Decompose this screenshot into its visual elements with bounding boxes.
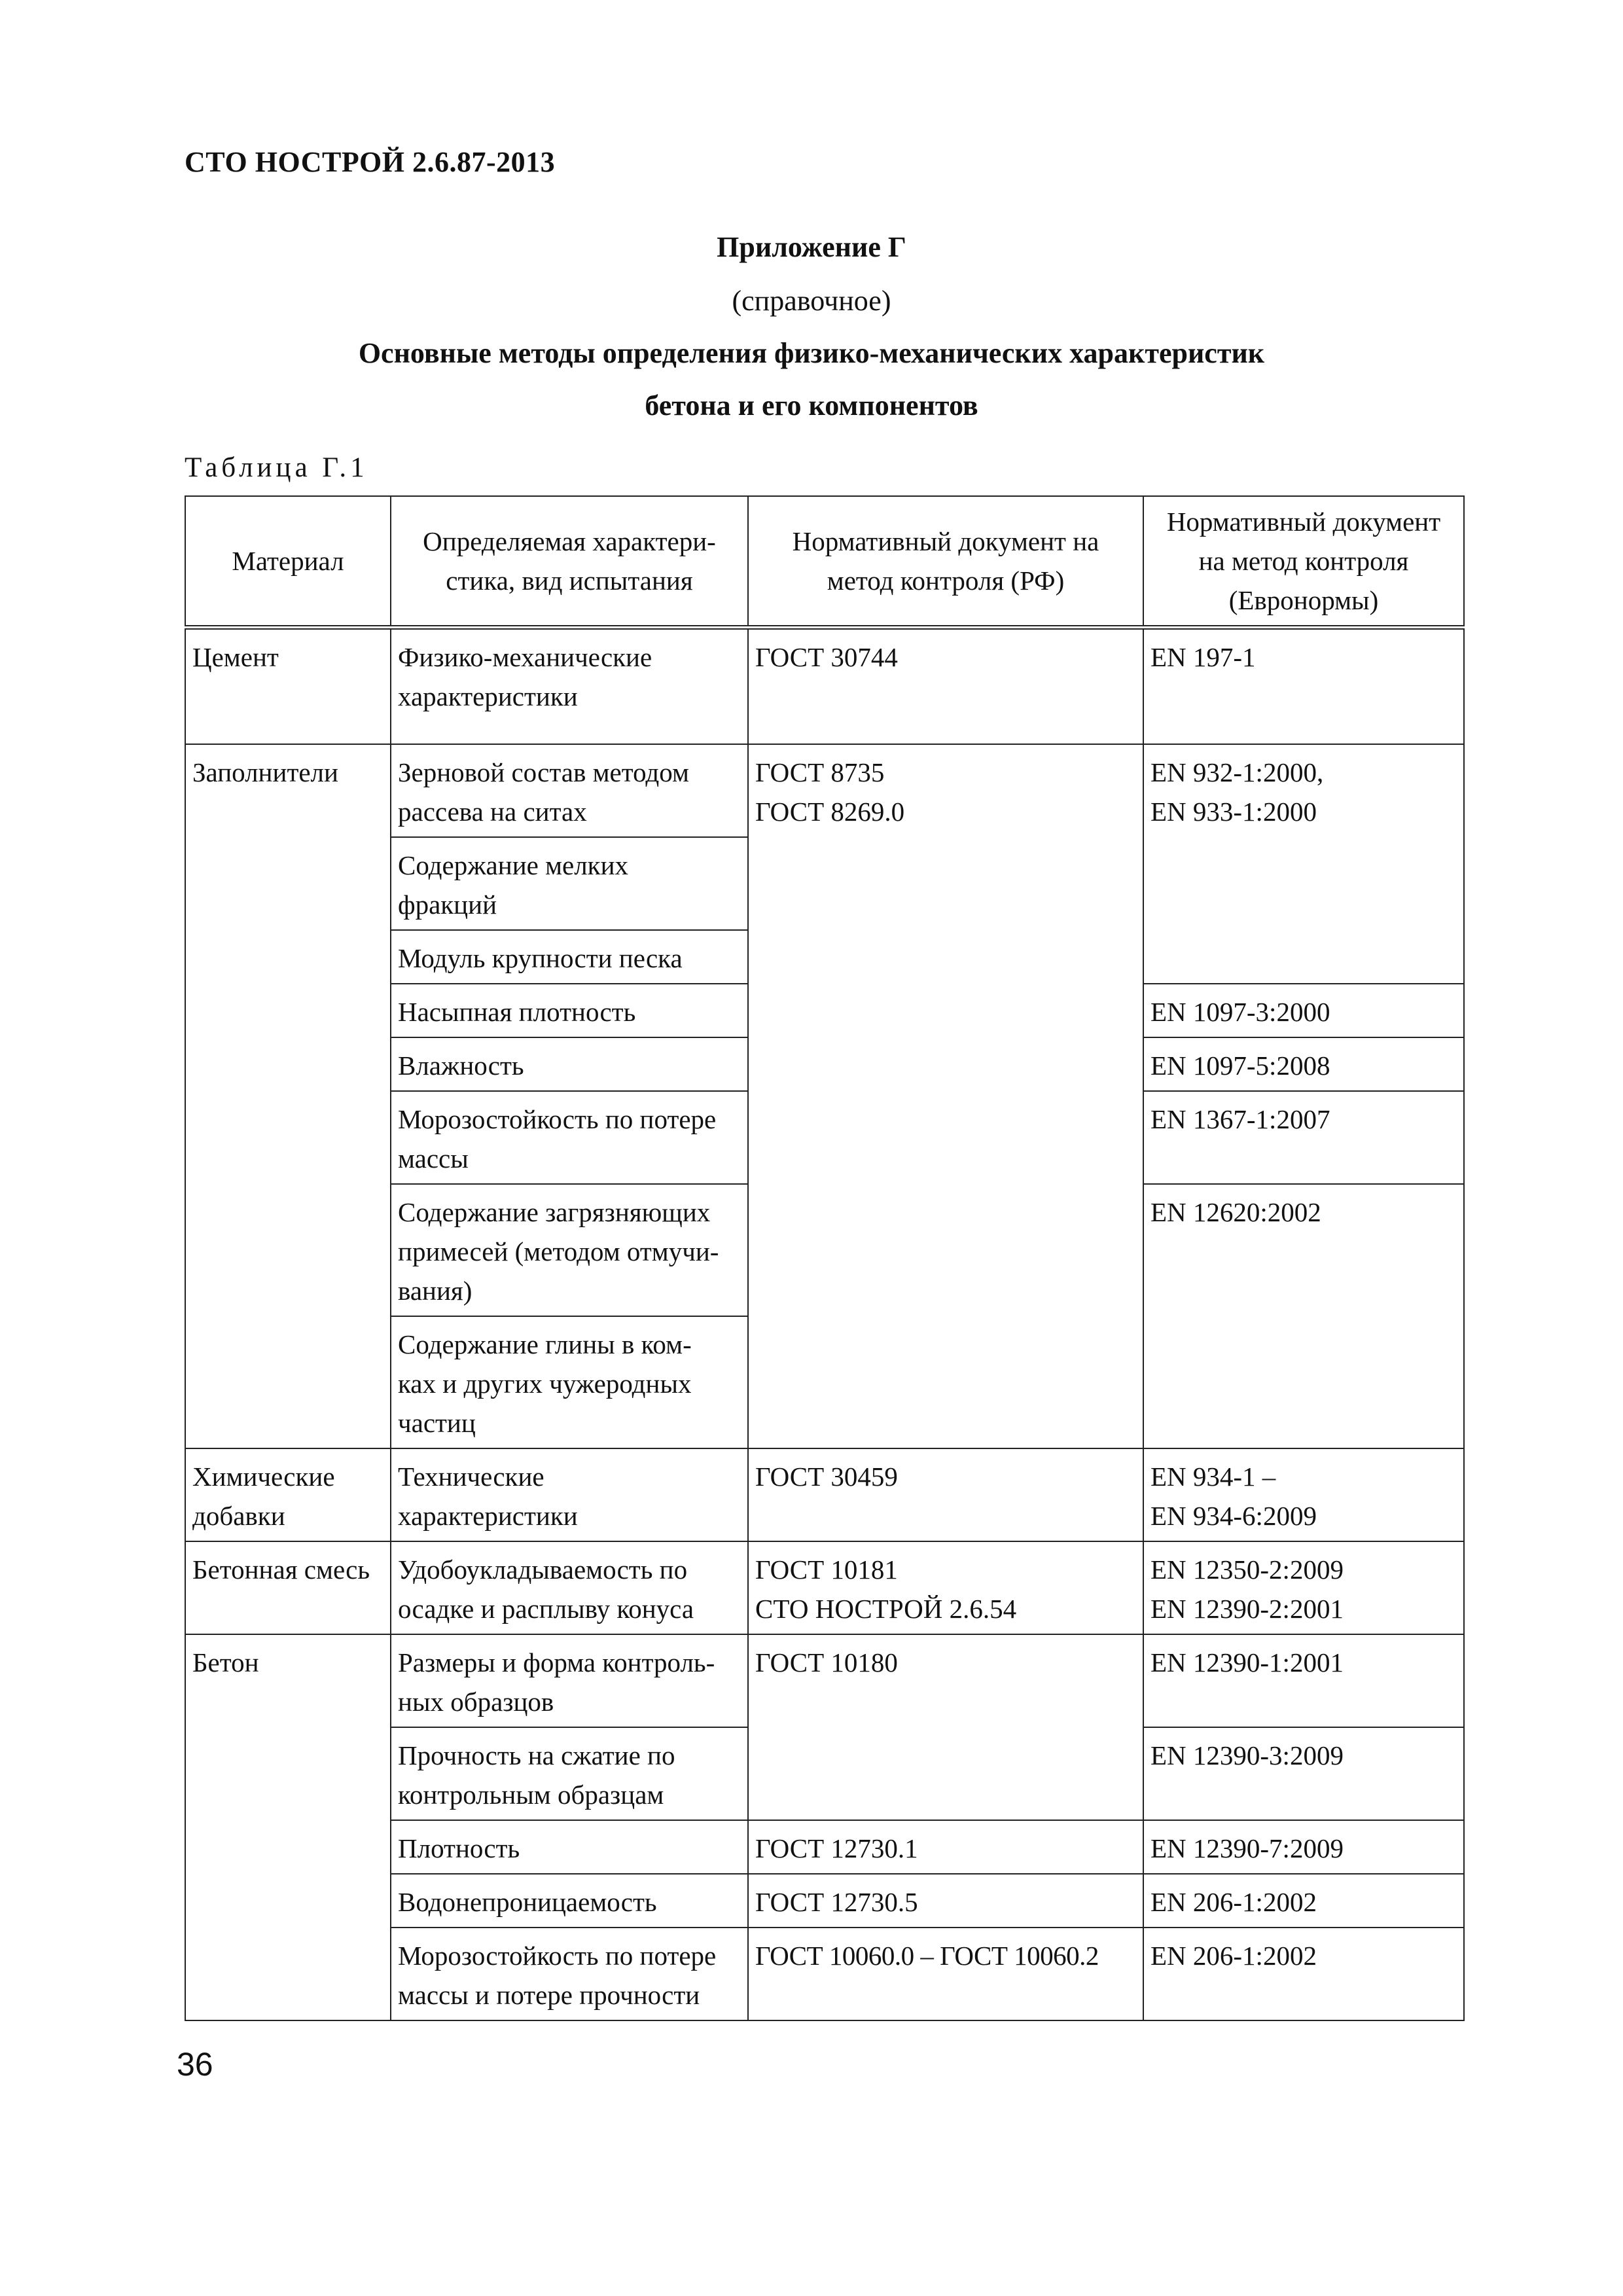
cell-en-document: EN 932-1:2000, EN 933-1:2000 bbox=[1143, 744, 1464, 984]
cell-en-document: EN 934-1 – EN 934-6:2009 bbox=[1143, 1448, 1464, 1541]
appendix-heading-line-2: бетона и его компонентов bbox=[645, 389, 978, 422]
cell-characteristic: Содержание глины в ком- ках и других чужеродных частиц bbox=[391, 1316, 748, 1448]
appendix-kind: (справочное) bbox=[732, 285, 891, 317]
cell-en-document: EN 12390-1:2001 bbox=[1143, 1634, 1464, 1727]
cell-rf-document: ГОСТ 10181 СТО НОСТРОЙ 2.6.54 bbox=[748, 1541, 1143, 1634]
table-row-mix bbox=[185, 1541, 1464, 1634]
cell-characteristic: Размеры и форма контроль- ных образцов bbox=[391, 1634, 748, 1727]
cell-material-cement: Цемент bbox=[185, 628, 391, 744]
table-header-row bbox=[185, 496, 1464, 628]
cell-rf-document: ГОСТ 12730.1 bbox=[748, 1820, 1143, 1874]
cell-material-aggregates: Заполнители bbox=[185, 744, 391, 1448]
cell-characteristic: Модуль крупности песка bbox=[391, 930, 748, 984]
table-row-aggregates-1 bbox=[185, 744, 1464, 837]
header-en-document: Нормативный документ на метод контроля (Евронормы) bbox=[1143, 496, 1464, 628]
cell-characteristic: Содержание загрязняющих примесей (методом отмучи- вания) bbox=[391, 1184, 748, 1316]
document-code: СТО НОСТРОЙ 2.6.87-2013 bbox=[185, 146, 556, 178]
header-material: Материал bbox=[185, 496, 391, 628]
appendix-heading bbox=[0, 335, 1623, 440]
cell-en-document: EN 1097-5:2008 bbox=[1143, 1037, 1464, 1091]
cell-characteristic: Влажность bbox=[391, 1037, 748, 1091]
table-row-cement bbox=[185, 628, 1464, 744]
cell-en-document: EN 1367-1:2007 bbox=[1143, 1091, 1464, 1184]
cell-en-document: EN 206-1:2002 bbox=[1143, 1874, 1464, 1928]
cell-en-document: EN 12390-3:2009 bbox=[1143, 1727, 1464, 1820]
table-caption: Таблица Г.1 bbox=[185, 452, 368, 483]
cell-en-document: EN 206-1:2002 bbox=[1143, 1928, 1464, 2020]
cell-en-document: EN 12620:2002 bbox=[1143, 1184, 1464, 1448]
cell-material-admixtures: Химические добавки bbox=[185, 1448, 391, 1541]
cell-characteristic: Морозостойкость по потере массы bbox=[391, 1091, 748, 1184]
cell-material-concrete: Бетон bbox=[185, 1634, 391, 2020]
table-row-admixtures bbox=[185, 1448, 1464, 1541]
cell-characteristic: Прочность на сжатие по контрольным образцам bbox=[391, 1727, 748, 1820]
cell-rf-document: ГОСТ 10180 bbox=[748, 1634, 1143, 1820]
cell-characteristic: Морозостойкость по потере массы и потере прочности bbox=[391, 1928, 748, 2020]
methods-table bbox=[185, 495, 1465, 2021]
appendix-heading-line-1: Основные методы определения физико-механических характеристик bbox=[358, 337, 1265, 369]
cell-characteristic: Технические характеристики bbox=[391, 1448, 748, 1541]
cell-en-document: EN 1097-3:2000 bbox=[1143, 984, 1464, 1037]
header-characteristic: Определяемая характери- стика, вид испытания bbox=[391, 496, 748, 628]
cell-en-document: EN 12350-2:2009 EN 12390-2:2001 bbox=[1143, 1541, 1464, 1634]
header-rf-document: Нормативный документ на метод контроля (РФ) bbox=[748, 496, 1143, 628]
appendix-title: Приложение Г bbox=[717, 231, 906, 263]
cell-characteristic: Водонепроницаемость bbox=[391, 1874, 748, 1928]
cell-rf-document: ГОСТ 10060.0 – ГОСТ 10060.2 bbox=[748, 1928, 1143, 2020]
cell-en-document: EN 12390-7:2009 bbox=[1143, 1820, 1464, 1874]
cell-characteristic: Насыпная плотность bbox=[391, 984, 748, 1037]
cell-rf-document: ГОСТ 12730.5 bbox=[748, 1874, 1143, 1928]
cell-material-mix: Бетонная смесь bbox=[185, 1541, 391, 1634]
table-row-concrete-1 bbox=[185, 1634, 1464, 1727]
cell-rf-document: ГОСТ 30459 bbox=[748, 1448, 1143, 1541]
cell-characteristic: Плотность bbox=[391, 1820, 748, 1874]
cell-rf-document: ГОСТ 8735 ГОСТ 8269.0 bbox=[748, 744, 1143, 1448]
cell-characteristic: Физико-механические характеристики bbox=[391, 628, 748, 744]
cell-characteristic: Содержание мелких фракций bbox=[391, 837, 748, 930]
cell-rf-document: ГОСТ 30744 bbox=[748, 628, 1143, 744]
cell-characteristic: Удобоукладываемость по осадке и расплыву конуса bbox=[391, 1541, 748, 1634]
page-number: 36 bbox=[177, 2046, 213, 2083]
cell-characteristic: Зерновой состав методом рассева на ситах bbox=[391, 744, 748, 837]
cell-en-document: EN 197-1 bbox=[1143, 628, 1464, 744]
